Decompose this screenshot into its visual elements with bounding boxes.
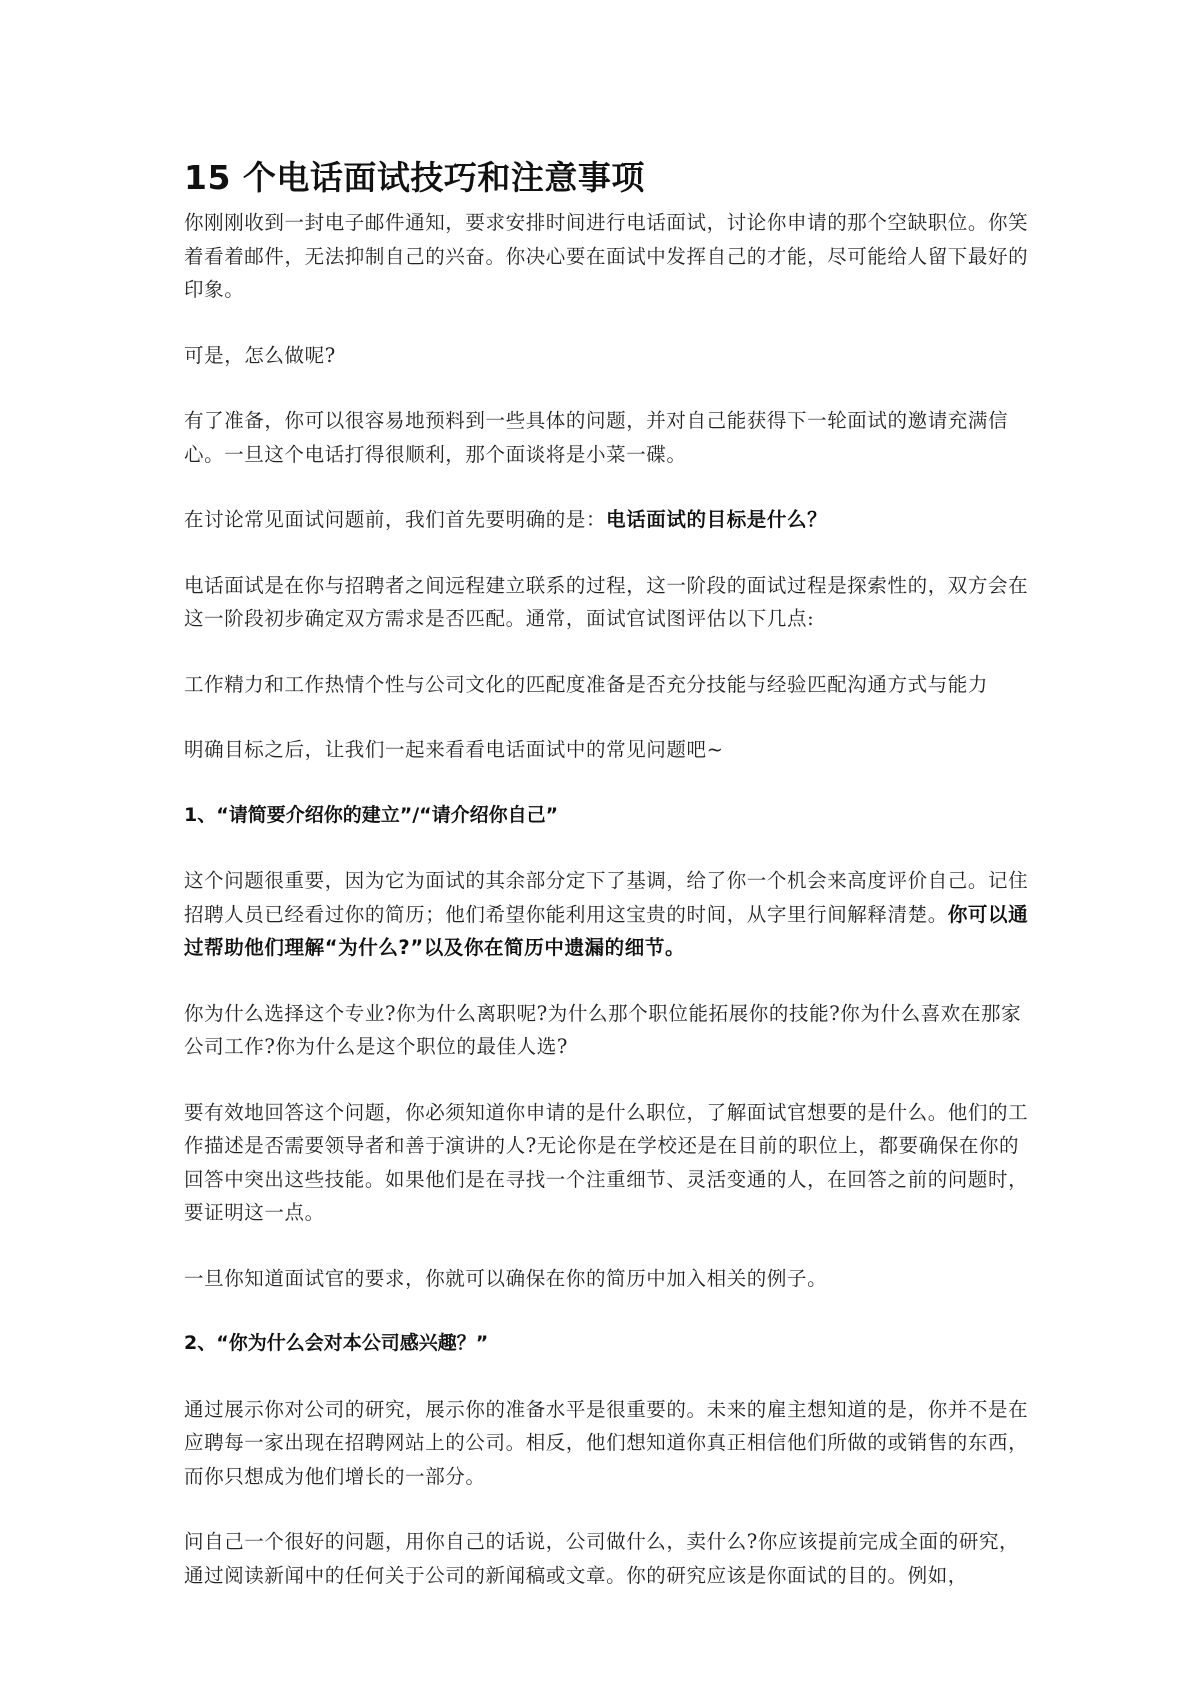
section-1-paragraph-3: 要有效地回答这个问题，你必须知道你申请的是什么职位，了解面试官想要的是什么。他们的工作描述是否需要领导者和善于演讲的人?无论你是在学校还是在目前的职位上，都要确保在你的回答中突出这些技能。如果他们是在寻找一个注重细节、灵活变通的人，在回答之前的问题时，要证明这一点。	[184, 1100, 1029, 1224]
spacer	[184, 307, 1030, 339]
spacer	[184, 636, 1030, 668]
spacer	[184, 1493, 1030, 1525]
section-2-heading: 2、“你为什么会对本公司感兴趣？”	[184, 1332, 489, 1354]
goal-question-prefix: 在讨论常见面试问题前，我们首先要明确的是：	[184, 508, 607, 531]
intro-paragraph-1: 你刚刚收到一封电子邮件通知，要求安排时间进行电话面试，讨论你申请的那个空缺职位。你笑着看着邮件，无法抑制自己的兴奋。你决心要在面试中发挥自己的才能，尽可能给人留下最好的印象。	[184, 211, 1029, 301]
intro-paragraph-7: 明确目标之后，让我们一起来看看电话面试中的常见问题吧~	[184, 738, 724, 761]
intro-paragraph-4	[184, 503, 1030, 537]
intro-paragraph-6: 工作精力和工作热情个性与公司文化的匹配度准备是否充分技能与经验匹配沟通方式与能力	[184, 672, 989, 696]
goal-question-bold: 电话面试的目标是什么？	[606, 508, 828, 531]
section-1-paragraph-1	[184, 864, 1030, 965]
section-1-paragraph-1-bold: 你可以通过帮助他们理解“为什么?”以及你在简历中遗漏的细节。	[184, 902, 1029, 959]
section-1-paragraph-2: 你为什么选择这个专业?你为什么离职呢?为什么那个职位能拓展你的技能?你为什么喜欢在那家公司工作?你为什么是这个职位的最佳人选?	[184, 1001, 1022, 1058]
spacer	[184, 1230, 1030, 1262]
spacer	[184, 1361, 1030, 1393]
section-1-paragraph-4: 一旦你知道面试官的要求，你就可以确保在你的简历中加入相关的例子。	[184, 1266, 828, 1290]
spacer	[184, 701, 1030, 733]
spacer	[184, 767, 1030, 799]
document-title: 15 个电话面试技巧和注意事项	[184, 158, 645, 197]
spacer	[184, 965, 1030, 997]
spacer	[184, 537, 1030, 569]
spacer	[184, 372, 1030, 404]
spacer	[184, 471, 1030, 503]
intro-paragraph-3: 有了准备，你可以很容易地预料到一些具体的问题，并对自己能获得下一轮面试的邀请充满信心。一旦这个电话打得很顺利，那个面谈将是小菜一碟。	[184, 409, 1009, 466]
spacer	[184, 832, 1030, 864]
section-1-paragraph-1-text: 这个问题很重要，因为它为面试的其余部分定下了基调，给了你一个机会来高度评价自己。记住招聘人员已经看过你的简历；他们希望你能利用这宝贵的时间，从字里行间解释清楚。	[184, 869, 1029, 926]
section-1-heading: 1、“请简要介绍你的建立”/“请介绍你自己”	[184, 803, 559, 826]
spacer	[184, 1295, 1030, 1327]
section-2-paragraph-2: 问自己一个很好的问题，用你自己的话说，公司做什么，卖什么?你应该提前完成全面的研究，通过阅读新闻中的任何关于公司的新闻稿或文章。你的研究应该是你面试的目的。例如，	[184, 1530, 1020, 1587]
intro-paragraph-5: 电话面试是在你与招聘者之间远程建立联系的过程，这一阶段的面试过程是探索性的，双方会在这一阶段初步确定双方需求是否匹配。通常，面试官试图评估以下几点:	[184, 573, 1029, 630]
intro-paragraph-2: 可是，怎么做呢?	[184, 343, 336, 367]
section-2-paragraph-1: 通过展示你对公司的研究，展示你的准备水平是很重要的。未来的雇主想知道的是，你并不是在应聘每一家出现在招聘网站上的公司。相反，他们想知道你真正相信他们所做的或销售的东西，而你只想成为他们增长的一部分。	[184, 1397, 1029, 1488]
spacer	[184, 1064, 1030, 1096]
document-page	[184, 150, 1030, 1592]
